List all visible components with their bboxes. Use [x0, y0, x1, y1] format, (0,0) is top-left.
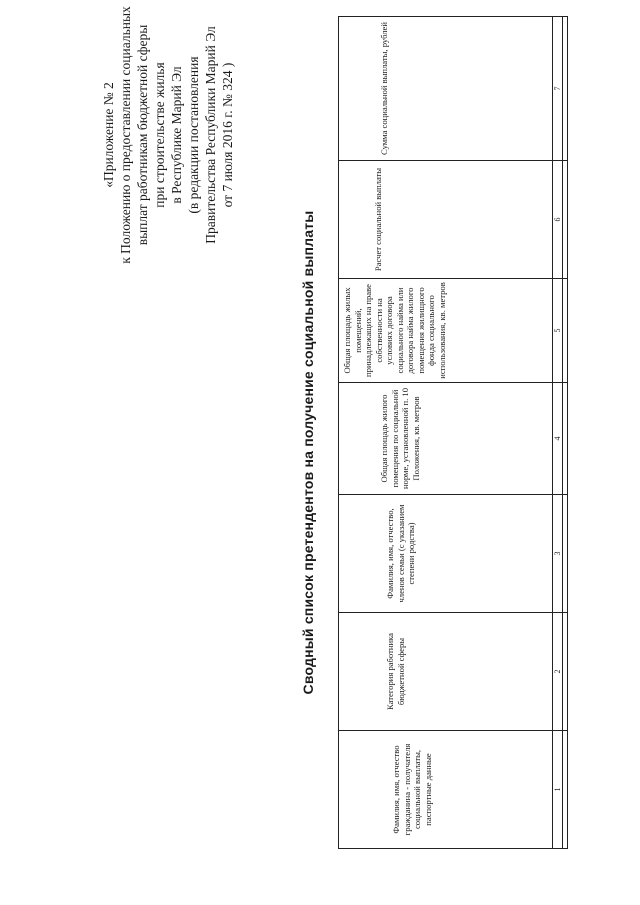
table-row	[563, 17, 568, 849]
column-header-category: Категория работника бюджетной сферы	[339, 613, 553, 731]
appendix-line: в Республике Марий Эл	[169, 66, 184, 204]
appendix-line: выплат работникам бюджетной сферы	[135, 24, 150, 246]
column-number: 4	[553, 383, 563, 495]
appendix-line: от 7 июля 2016 г. № 324 )	[220, 62, 235, 208]
column-number: 1	[553, 731, 563, 849]
table-cell	[563, 383, 568, 495]
column-number: 7	[553, 17, 563, 161]
column-header-amount: Сумма социальной выплаты, рублей	[339, 17, 553, 161]
table-cell	[563, 17, 568, 161]
column-header-family: Фамилия, имя, отчество, членов семьи (с указанием степени родства)	[339, 495, 553, 613]
column-header-owned-area: Общая площадь жилых помещений, принадлежащих на праве собственности на условиях договора социального найма или договора найма жилого помещения жилищного фонда социального использования, кв. метров	[339, 279, 553, 383]
appendix-line: Правительства Республики Марий Эл	[203, 26, 218, 244]
table-cell	[563, 613, 568, 731]
column-header-calculation: Расчет социальной выплаты	[339, 161, 553, 279]
column-number: 5	[553, 279, 563, 383]
column-number: 3	[553, 495, 563, 613]
table-header-row	[339, 17, 553, 849]
column-number-row	[553, 17, 563, 849]
table-cell	[563, 161, 568, 279]
appendix-line: (в редакции постановления	[186, 56, 201, 214]
column-header-norm-area: Общая площадь жилого помещения по социальной норме, установленной п. 10 Положения, кв. метров	[339, 383, 553, 495]
appendix-header	[100, 5, 236, 265]
table-cell	[563, 731, 568, 849]
table-cell	[563, 279, 568, 383]
appendix-line: «Приложение № 2	[101, 82, 116, 188]
column-header-applicant: Фамилия, имя, отчество гражданина - получателя социальной выплаты, паспортные данные	[339, 731, 553, 849]
document-title: Сводный список претендентов на получение социальной выплаты	[300, 210, 316, 695]
appendix-line: при строительстве жилья	[152, 62, 167, 208]
column-number: 2	[553, 613, 563, 731]
applicants-table	[338, 16, 568, 849]
table-cell	[563, 495, 568, 613]
column-number: 6	[553, 161, 563, 279]
appendix-line: к Положению о предоставлении социальных	[118, 6, 133, 264]
